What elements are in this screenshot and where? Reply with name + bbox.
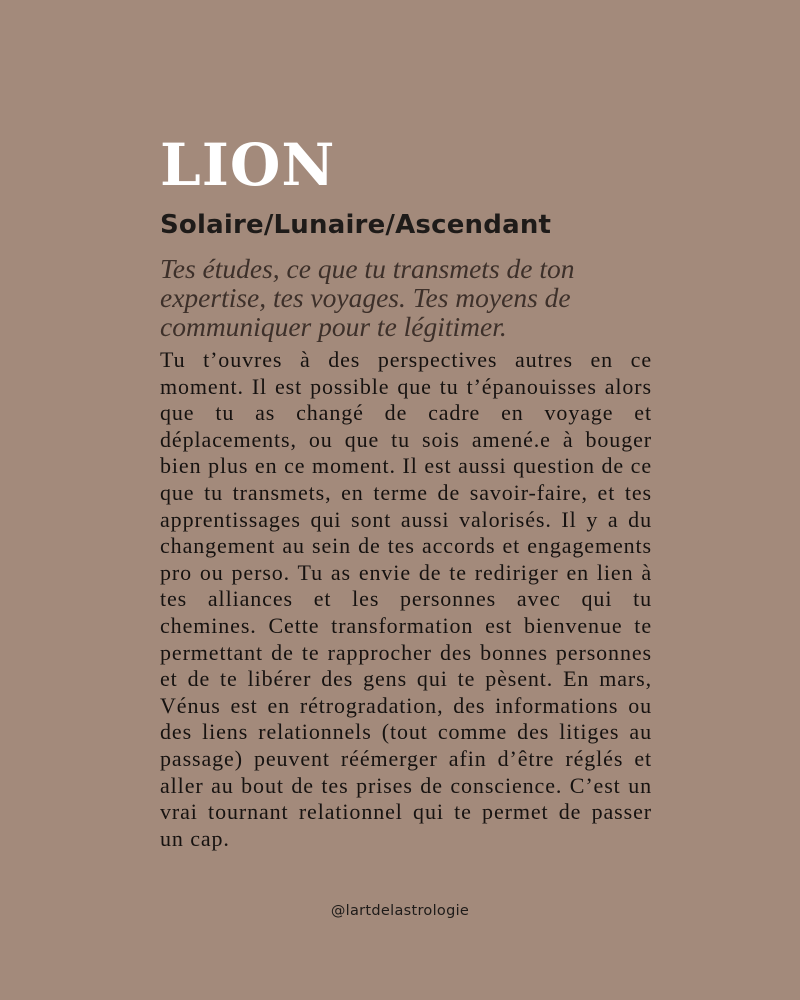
sign-subtitle: Solaire/Lunaire/Ascendant: [160, 210, 552, 240]
account-handle: @lartdelastrologie: [330, 903, 470, 919]
horoscope-card: [160, 132, 652, 852]
sign-title: LION: [160, 131, 336, 199]
body-text: Tu t’ouvres à des perspectives autres en ce moment. Il est possible que tu t’épanouisses alors que tu as changé de cadre en voyage et déplacements, ou que tu sois amené.e à bouger bien plus en ce moment. Il est aussi question de ce que tu transmets, en terme de savoir-faire, et tes apprentissages qui sont aussi valorisés. Il y a du changement au sein de tes accords et engagements pro ou perso. Tu as envie de te rediriger en lien à tes alliances et les personnes avec qui tu chemines. Cette transformation est bienvenue te permettant de te rapprocher des bonnes personnes et de te libérer des gens qui te pèsent. En mars, Vénus est en rétrogradation, des informations ou des liens relationnels (tout comme des litiges au passage) peuvent réémerger afin d’être réglés et aller au bout de tes prises de conscience. C’est un vrai tournant relationnel qui te permet de passer un cap.: [160, 347, 652, 851]
intro-text: Tes études, ce que tu transmets de ton expertise, tes voyages. Tes moyens de communiquer pour te légitimer.: [160, 253, 575, 342]
